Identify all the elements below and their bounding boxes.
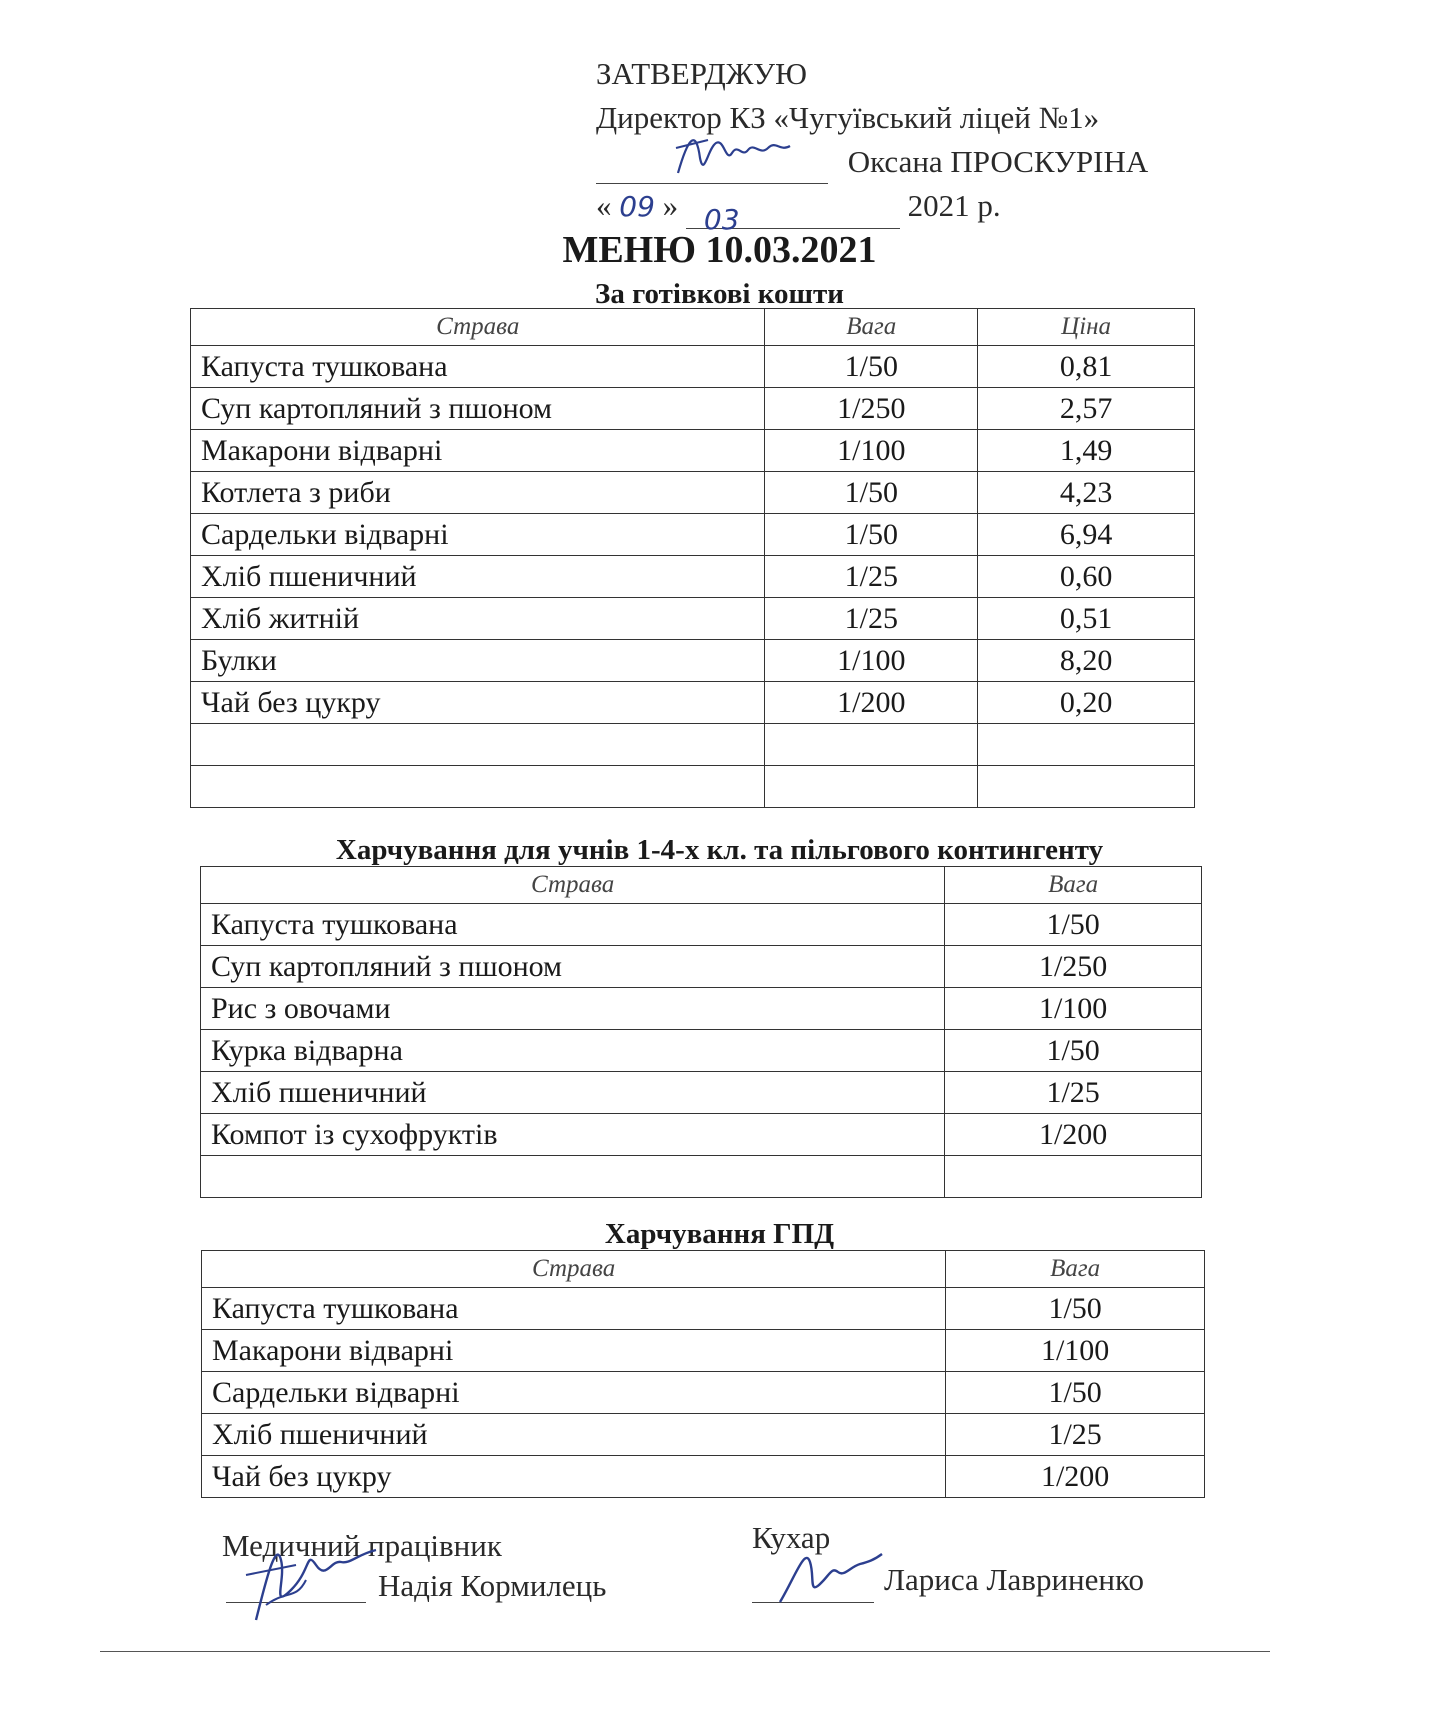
table-row: Макарони відварні 1/100 bbox=[202, 1330, 1205, 1372]
director-signature-icon bbox=[668, 118, 798, 188]
table-header-row bbox=[191, 309, 1195, 346]
medic-signature-icon bbox=[236, 1520, 396, 1630]
table-header-row bbox=[201, 867, 1202, 904]
director-name: Оксана ПРОСКУРІНА bbox=[847, 144, 1149, 179]
empty-row bbox=[201, 1156, 1202, 1198]
cook-signature-icon bbox=[770, 1532, 890, 1612]
table-row: Суп картопляний з пшоном 1/250 bbox=[201, 946, 1202, 988]
table-row: Сардельки відварні 1/50 bbox=[202, 1372, 1205, 1414]
table-row: Хліб пшеничний 1/25 bbox=[202, 1414, 1205, 1456]
table-row: Хліб житній 1/25 0,51 bbox=[191, 598, 1195, 640]
students-table bbox=[200, 866, 1202, 1198]
medic-role: Медичний працівник bbox=[222, 1528, 502, 1563]
table-row: Чай без цукру 1/200 bbox=[202, 1456, 1205, 1498]
table-row: Макарони відварні 1/100 1,49 bbox=[191, 430, 1195, 472]
section-students-title: Харчування для учнів 1-4-х кл. та пільгового контингенту bbox=[335, 834, 1104, 866]
table-row: Курка відварна 1/50 bbox=[201, 1030, 1202, 1072]
table-row: Хліб пшеничний 1/25 0,60 bbox=[191, 556, 1195, 598]
column-header: Ціна bbox=[978, 309, 1195, 346]
table-row: Суп картопляний з пшоном 1/250 2,57 bbox=[191, 388, 1195, 430]
empty-row bbox=[191, 766, 1195, 808]
column-header: Страва bbox=[201, 867, 945, 904]
column-header: Вага bbox=[765, 309, 978, 346]
cook-role: Кухар bbox=[752, 1520, 831, 1555]
table-row: Капуста тушкована 1/50 0,81 bbox=[191, 346, 1195, 388]
table-row: Капуста тушкована 1/50 bbox=[202, 1288, 1205, 1330]
table-row: Хліб пшеничний 1/25 bbox=[201, 1072, 1202, 1114]
section-gpd-title: Харчування ГПД bbox=[604, 1218, 835, 1250]
table-row: Компот із сухофруктів 1/200 bbox=[201, 1114, 1202, 1156]
empty-row bbox=[191, 724, 1195, 766]
table-row: Рис з овочами 1/100 bbox=[201, 988, 1202, 1030]
director-position: Директор КЗ «Чугуївський ліцей №1» bbox=[596, 100, 1100, 135]
cook-name: Лариса Лавриненко bbox=[884, 1562, 1144, 1597]
approval-date: « 09 » 03 2021 р. bbox=[596, 188, 1001, 236]
column-header: Вага bbox=[945, 867, 1202, 904]
cash-table bbox=[190, 308, 1195, 808]
table-row: Сардельки відварні 1/50 6,94 bbox=[191, 514, 1195, 556]
date-month: 03 bbox=[686, 198, 900, 229]
bottom-rule bbox=[100, 1651, 1270, 1652]
approve-word: ЗАТВЕРДЖУЮ bbox=[596, 56, 807, 91]
table-row: Котлета з риби 1/50 4,23 bbox=[191, 472, 1195, 514]
date-day: 09 bbox=[619, 190, 655, 223]
medic-name: Надія Кормилець bbox=[378, 1568, 607, 1603]
date-year: 2021 р. bbox=[907, 188, 1001, 223]
table-header-row bbox=[202, 1251, 1205, 1288]
section-cash-title: За готівкові кошти bbox=[595, 278, 844, 310]
table-row: Булки 1/100 8,20 bbox=[191, 640, 1195, 682]
gpd-table bbox=[201, 1250, 1205, 1498]
table-row: Капуста тушкована 1/50 bbox=[201, 904, 1202, 946]
column-header: Страва bbox=[191, 309, 765, 346]
column-header: Страва bbox=[202, 1251, 946, 1288]
table-row: Чай без цукру 1/200 0,20 bbox=[191, 682, 1195, 724]
menu-title: МЕНЮ 10.03.2021 bbox=[562, 229, 877, 271]
column-header: Вага bbox=[946, 1251, 1205, 1288]
